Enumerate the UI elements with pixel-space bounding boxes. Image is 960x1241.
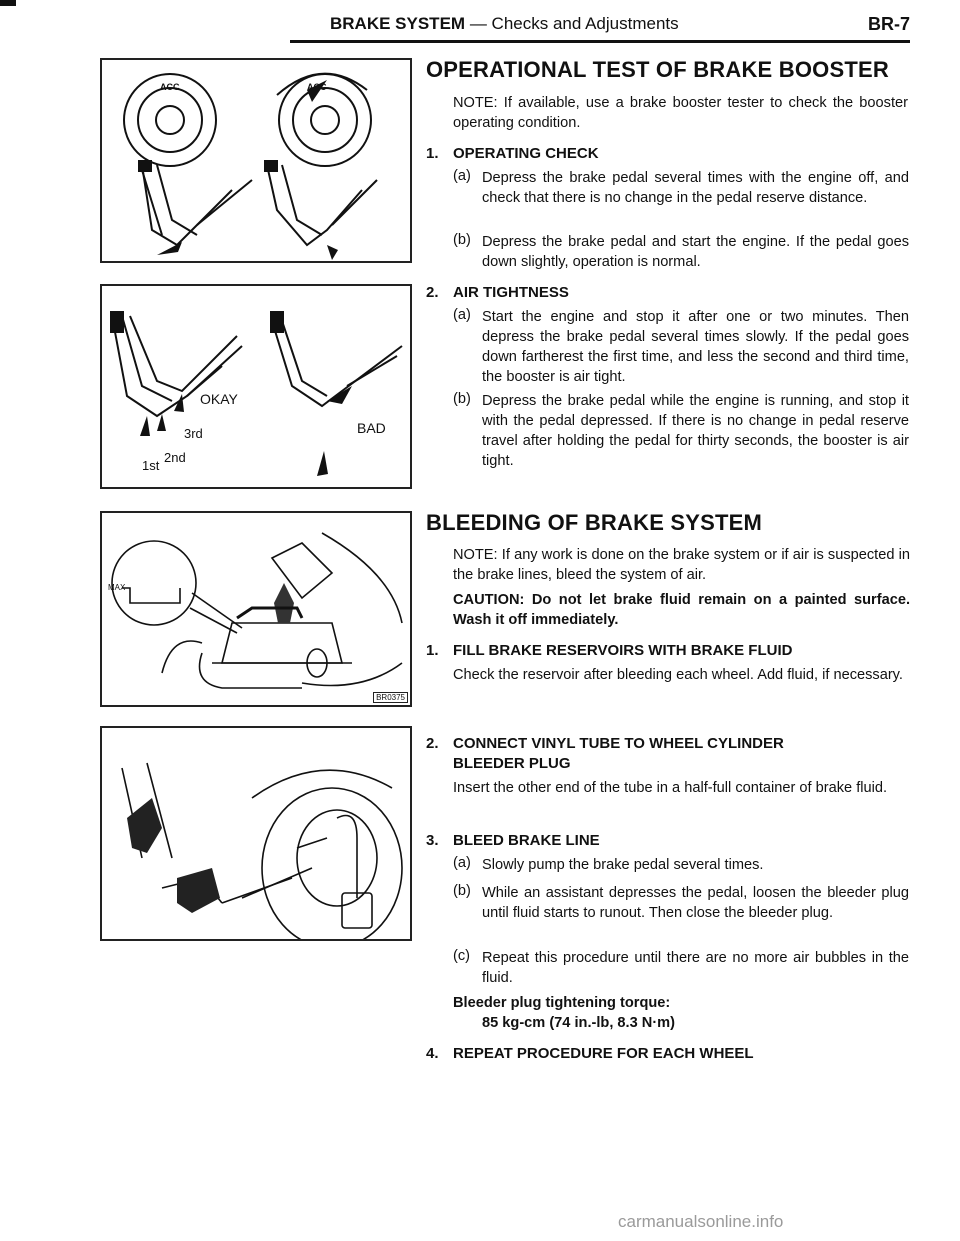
step-number: 4. — [426, 1045, 439, 1062]
max-label: MAX — [108, 583, 126, 592]
step-number: 1. — [426, 145, 439, 162]
page-header — [290, 8, 910, 38]
air-tightness-b: Depress the brake pedal while the engine is running, and stop it with the pedal depressed. If there is no change in pedal reserve travel after holding the pedal for thirty seconds, the booster is air tight. — [482, 393, 909, 469]
bleed-line-a: Slowly pump the brake pedal several times. — [482, 857, 764, 873]
torque-spec-label: Bleeder plug tightening torque: — [453, 995, 671, 1011]
ignition-pedal-illustration — [102, 60, 410, 261]
section-title-booster: OPERATIONAL TEST OF BRAKE BOOSTER — [426, 57, 889, 82]
torque-spec-value: 85 kg-cm (74 in.-lb, 8.3 N·m) — [482, 1015, 676, 1031]
bleeding-note: NOTE: If any work is done on the brake system or if air is suspected in the brake lines, bleed the system of air. — [453, 547, 910, 583]
step-number: 2. — [426, 284, 439, 301]
operating-check-a: Depress the brake pedal several times with the engine off, and check that there is no change in the pedal reserve distance. — [482, 170, 909, 206]
substep-letter: (b) — [453, 232, 471, 248]
third-label: 3rd — [184, 426, 203, 441]
figure-pedal-okay-bad — [100, 284, 412, 489]
header-title-rest: — Checks and Adjustments — [469, 14, 679, 33]
step-title-fill-reservoirs: FILL BRAKE RESERVOIRS WITH BRAKE FLUID — [453, 642, 793, 659]
corner-mark — [0, 0, 16, 6]
bleeder-wheel-illustration — [102, 728, 410, 939]
header-title — [330, 14, 679, 34]
step-number: 1. — [426, 642, 439, 659]
second-label: 2nd — [164, 450, 186, 465]
section-title-bleeding: BLEEDING OF BRAKE SYSTEM — [426, 510, 763, 535]
substep-letter: (b) — [453, 883, 471, 899]
figure-reservoir-fill — [100, 511, 412, 707]
substep-letter: (b) — [453, 391, 471, 407]
header-rule — [290, 40, 910, 43]
step-number: 3. — [426, 832, 439, 849]
booster-note: NOTE: If available, use a brake booster tester to check the booster operating condition. — [453, 95, 908, 131]
fill-reservoirs-text: Check the reservoir after bleeding each wheel. Add fluid, if necessary. — [453, 667, 903, 683]
step-title-repeat: REPEAT PROCEDURE FOR EACH WHEEL — [453, 1045, 754, 1062]
bleed-line-c: Repeat this procedure until there are no more air bubbles in the fluid. — [482, 950, 909, 986]
substep-letter: (a) — [453, 168, 471, 184]
watermark: carmanualsonline.info — [618, 1212, 784, 1231]
step-title-bleed-line: BLEED BRAKE LINE — [453, 832, 600, 849]
page-number: BR-7 — [867, 14, 910, 34]
air-tightness-a: Start the engine and stop it after one or two minutes. Then depress the brake pedal several times slowly. If the pedal goes down fartherest the first time, and less the second and third time, the booster is air tight. — [482, 309, 909, 385]
step-number: 2. — [426, 735, 439, 752]
pedal-comparison-illustration — [102, 286, 410, 487]
reservoir-fill-illustration — [102, 513, 410, 705]
svg-text:ACC: ACC — [160, 82, 180, 92]
svg-text:ACC: ACC — [307, 82, 327, 92]
bleeding-caution: CAUTION: Do not let brake fluid remain on a painted surface. Wash it off immediately. — [453, 592, 910, 628]
operating-check-b: Depress the brake pedal and start the engine. If the pedal goes down slightly, operation is normal. — [482, 234, 909, 270]
substep-letter: (a) — [453, 307, 471, 323]
figure-code: BR0375 — [373, 692, 408, 703]
step-title-connect-tube-line2: BLEEDER PLUG — [453, 755, 571, 772]
first-label: 1st — [142, 458, 160, 473]
bad-label: BAD — [357, 420, 386, 436]
step-title-connect-tube: CONNECT VINYL TUBE TO WHEEL CYLINDER — [453, 735, 784, 752]
connect-tube-text: Insert the other end of the tube in a half-full container of brake fluid. — [453, 780, 888, 796]
bleed-line-b: While an assistant depresses the pedal, loosen the bleeder plug until fluid starts to runout. Then close the bleeder plug. — [482, 885, 909, 921]
okay-label: OKAY — [200, 391, 238, 407]
step-title-operating-check: OPERATING CHECK — [453, 145, 599, 162]
step-title-air-tightness: AIR TIGHTNESS — [453, 284, 569, 301]
substep-letter: (a) — [453, 855, 471, 871]
figure-bleeder-wheel — [100, 726, 412, 941]
figure-ignition-pedal — [100, 58, 412, 263]
substep-letter: (c) — [453, 948, 471, 964]
header-title-bold: BRAKE SYSTEM — [330, 14, 466, 33]
